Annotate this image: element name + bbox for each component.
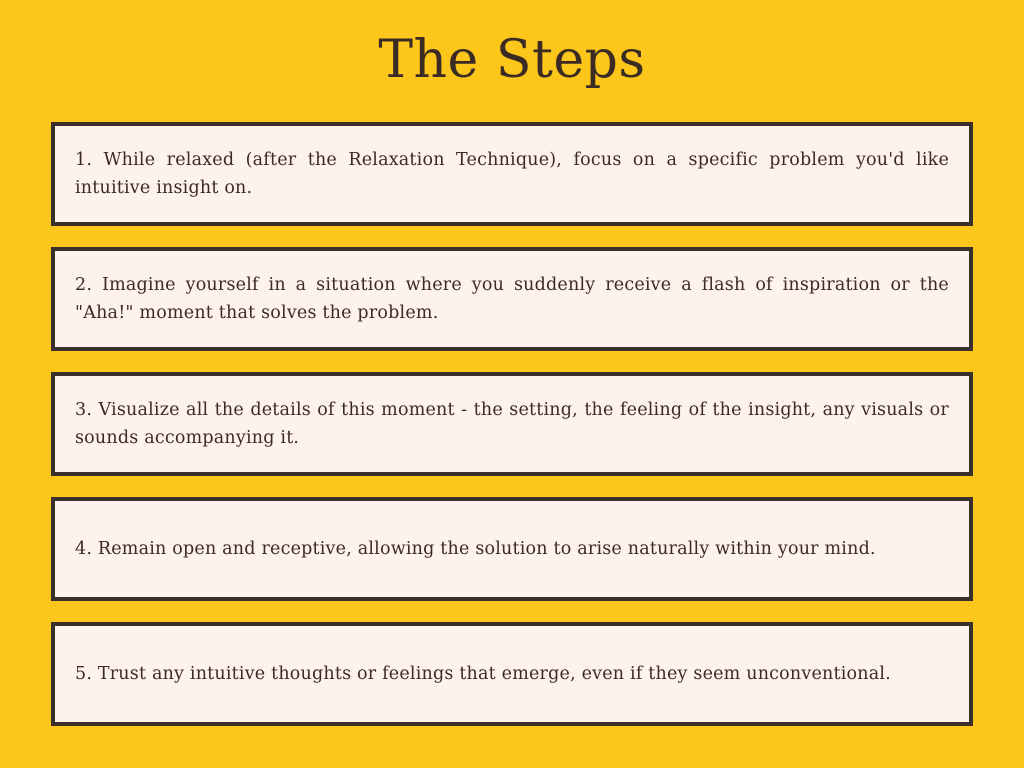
page-title: The Steps [378, 30, 646, 90]
step-card-2 [51, 247, 973, 351]
step-text: 2. Imagine yourself in a situation where you suddenly receive a flash of inspiration or the "Aha!" moment that solves the problem. [75, 275, 949, 323]
step-text: 1. While relaxed (after the Relaxation Technique), focus on a specific problem you'd like intuitive insight on. [75, 150, 949, 198]
step-card-3 [51, 372, 973, 476]
step-text: 3. Visualize all the details of this moment - the setting, the feeling of the insight, any visuals or sounds accompanying it. [75, 400, 949, 448]
step-card-5 [51, 622, 973, 726]
step-text: 4. Remain open and receptive, allowing the solution to arise naturally within your mind. [75, 539, 876, 559]
step-card-1 [51, 122, 973, 226]
steps-list [51, 122, 973, 747]
step-text: 5. Trust any intuitive thoughts or feelings that emerge, even if they seem unconventional. [75, 664, 891, 684]
step-card-4 [51, 497, 973, 601]
